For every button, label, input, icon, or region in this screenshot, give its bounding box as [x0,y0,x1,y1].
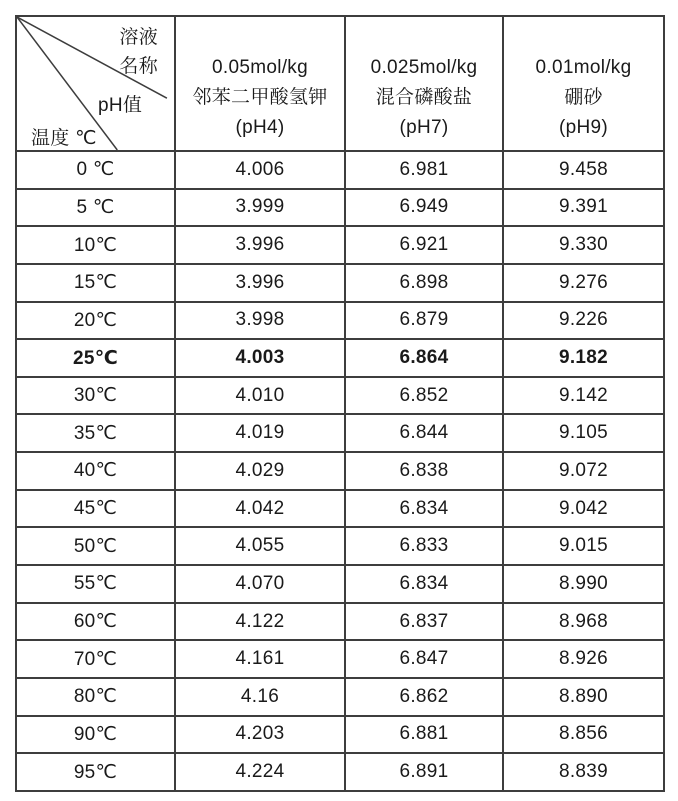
temperature-cell: 90℃ [16,716,175,754]
ph9-value-cell: 9.015 [503,527,664,565]
ph9-value-cell: 8.990 [503,565,664,603]
table-row [16,603,664,641]
ph9-value-cell: 8.890 [503,678,664,716]
column-header-ph4 [175,16,345,151]
temperature-cell: 45℃ [16,490,175,528]
ph7-value-cell: 6.833 [345,527,503,565]
temperature-cell: 55℃ [16,565,175,603]
ph4-value-cell: 4.122 [175,603,345,641]
ph9-value-cell: 9.182 [503,339,664,377]
temperature-cell: 80℃ [16,678,175,716]
temperature-cell: 60℃ [16,603,175,641]
table-row [16,189,664,227]
ph7-value-cell: 6.862 [345,678,503,716]
ph7-value-cell: 6.921 [345,226,503,264]
header-row [16,16,664,151]
ph9-value-cell: 9.391 [503,189,664,227]
ph4-value-cell: 4.029 [175,452,345,490]
table-row [16,226,664,264]
table-row [16,716,664,754]
table-row [16,414,664,452]
table-row [16,565,664,603]
temperature-cell: 25℃ [16,339,175,377]
ph4-concentration: 0.05mol/kg [212,56,308,78]
temperature-cell: 70℃ [16,640,175,678]
ph4-value-cell: 4.224 [175,753,345,791]
ph4-value-cell: 4.019 [175,414,345,452]
corner-solution-line1: 溶液 [119,27,158,48]
ph9-value-cell: 9.458 [503,151,664,189]
column-header-ph9 [503,16,664,151]
ph7-value-cell: 6.949 [345,189,503,227]
table-row [16,678,664,716]
temperature-cell: 15℃ [16,264,175,302]
ph9-solution-name: 硼砂 [564,86,603,108]
table-body [16,151,664,791]
ph4-value-cell: 4.042 [175,490,345,528]
temperature-cell: 50℃ [16,527,175,565]
temperature-cell: 5 ℃ [16,189,175,227]
ph4-value-cell: 4.16 [175,678,345,716]
ph4-value-cell: 4.070 [175,565,345,603]
ph9-value-cell: 8.856 [503,716,664,754]
ph7-value-cell: 6.837 [345,603,503,641]
temperature-cell: 95℃ [16,753,175,791]
ph9-ph-tag: (pH9) [558,116,608,138]
table-row [16,490,664,528]
ph9-value-cell: 9.142 [503,377,664,415]
ph7-value-cell: 6.981 [345,151,503,189]
ph9-value-cell: 8.968 [503,603,664,641]
corner-label-temperature: 温度 ℃ [31,128,97,149]
ph9-value-cell: 9.276 [503,264,664,302]
ph7-value-cell: 6.864 [345,339,503,377]
ph7-concentration: 0.025mol/kg [370,56,478,78]
ph9-value-cell: 8.926 [503,640,664,678]
diagonal-header-cell [16,16,175,151]
temperature-cell: 20℃ [16,302,175,340]
table-row [16,753,664,791]
ph4-ph-tag: (pH4) [235,116,285,138]
ph7-value-cell: 6.847 [345,640,503,678]
table-row [16,151,664,189]
corner-solution-line2: 名称 [119,56,158,77]
temperature-cell: 30℃ [16,377,175,415]
corner-label-ph-value: pH值 [98,95,143,116]
ph4-value-cell: 3.996 [175,226,345,264]
ph9-value-cell: 9.330 [503,226,664,264]
table-row [16,452,664,490]
ph4-value-cell: 4.055 [175,527,345,565]
ph9-value-cell: 9.072 [503,452,664,490]
ph4-value-cell: 4.203 [175,716,345,754]
ph4-value-cell: 3.999 [175,189,345,227]
table-row [16,377,664,415]
ph7-value-cell: 6.834 [345,565,503,603]
table-row [16,640,664,678]
corner-label-solution-name [119,23,158,81]
ph4-value-cell: 4.010 [175,377,345,415]
ph4-value-cell: 3.998 [175,302,345,340]
ph7-value-cell: 6.844 [345,414,503,452]
ph7-ph-tag: (pH7) [399,116,449,138]
temperature-cell: 40℃ [16,452,175,490]
ph4-value-cell: 4.003 [175,339,345,377]
ph4-value-cell: 4.161 [175,640,345,678]
ph7-value-cell: 6.879 [345,302,503,340]
ph4-value-cell: 3.996 [175,264,345,302]
table-row [16,339,664,377]
ph9-value-cell: 9.105 [503,414,664,452]
ph4-solution-name: 邻苯二甲酸氢钾 [192,86,328,108]
temperature-cell: 10℃ [16,226,175,264]
table-row [16,264,664,302]
ph4-value-cell: 4.006 [175,151,345,189]
ph7-solution-name: 混合磷酸盐 [375,86,473,108]
ph9-concentration: 0.01mol/kg [535,56,632,78]
temperature-cell: 35℃ [16,414,175,452]
table-row [16,527,664,565]
ph7-value-cell: 6.898 [345,264,503,302]
ph7-value-cell: 6.852 [345,377,503,415]
ph9-value-cell: 9.042 [503,490,664,528]
ph-buffer-standard-table [15,15,665,792]
ph7-value-cell: 6.891 [345,753,503,791]
ph7-value-cell: 6.834 [345,490,503,528]
column-header-ph7 [345,16,503,151]
table-row [16,302,664,340]
ph9-value-cell: 8.839 [503,753,664,791]
ph7-value-cell: 6.838 [345,452,503,490]
ph9-value-cell: 9.226 [503,302,664,340]
temperature-cell: 0 ℃ [16,151,175,189]
ph7-value-cell: 6.881 [345,716,503,754]
